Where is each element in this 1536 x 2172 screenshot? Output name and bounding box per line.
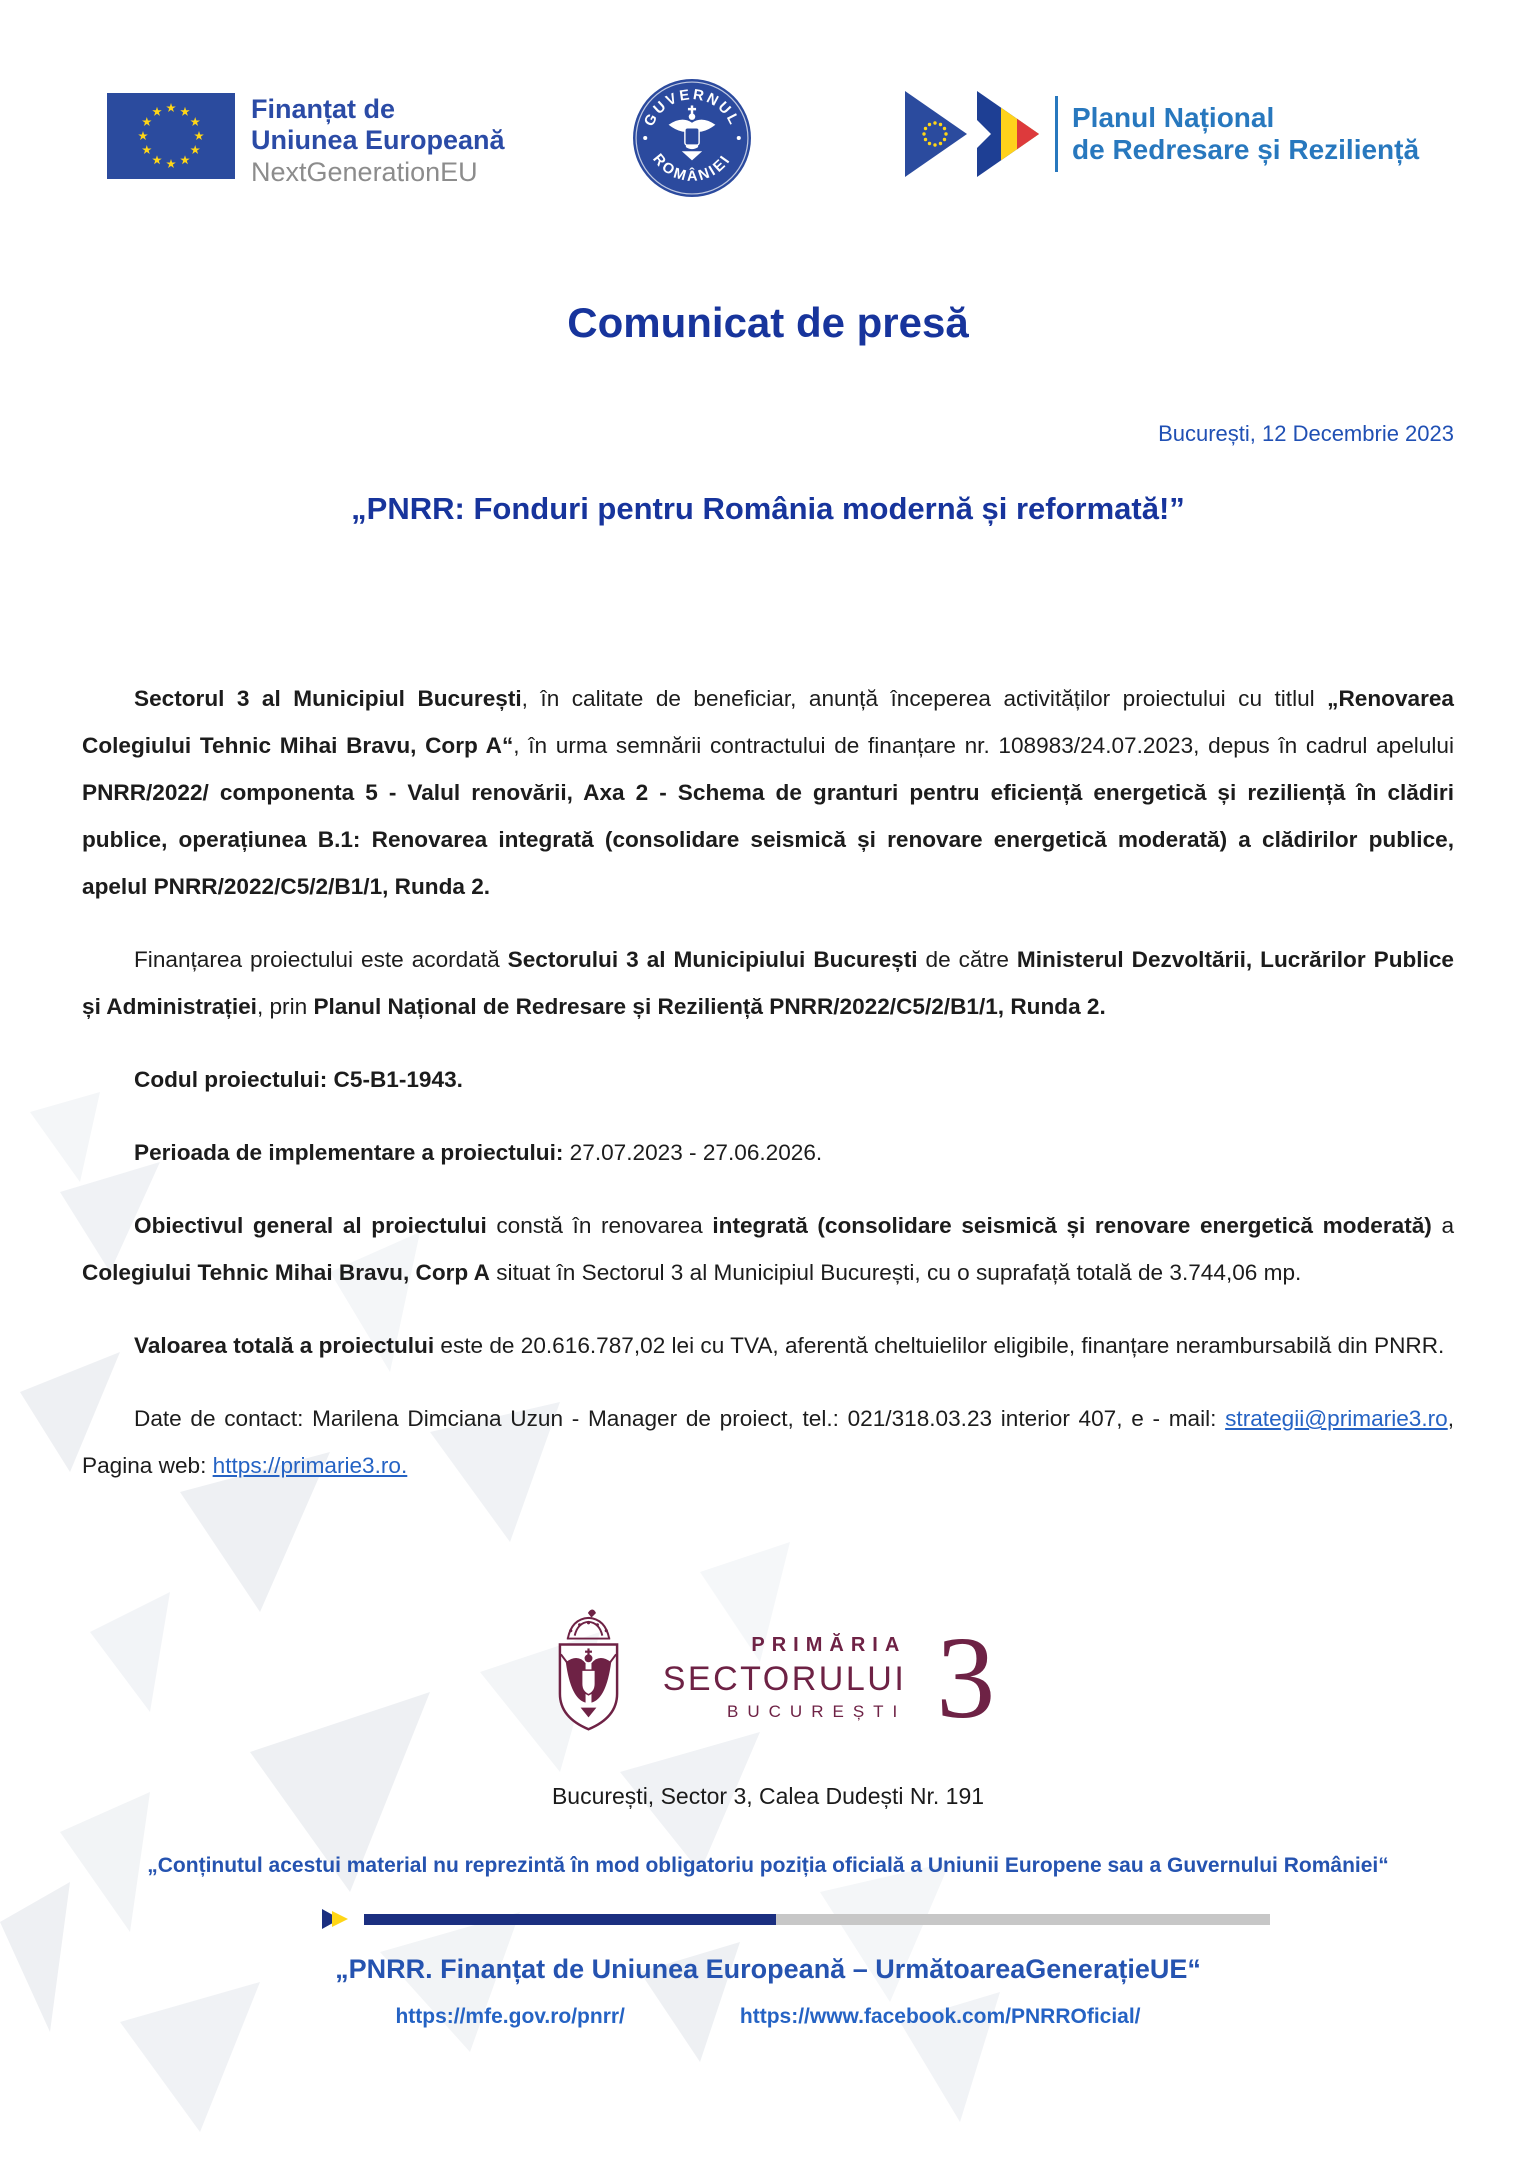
body-paragraph <box>82 675 1454 910</box>
bar-gray-segment <box>776 1914 1270 1925</box>
text-run: 27.07.2023 - 27.06.2026. <box>563 1140 823 1165</box>
primaria-line2: SECTORULUI <box>662 1660 907 1698</box>
text-run: „Renovarea Colegiului Tehnic Mihai Bravu, Corp A“ <box>82 686 1454 758</box>
email-link[interactable]: strategii@primarie3.ro <box>1225 1406 1448 1431</box>
document-body <box>82 675 1454 1489</box>
eu-flag-icon <box>107 92 235 180</box>
svg-text:ROMÂNIEI: ROMÂNIEI <box>649 151 735 185</box>
government-of-romania-seal-icon <box>632 78 752 198</box>
text-run: , Pagina web: <box>82 1406 1454 1478</box>
bar-navy-segment <box>364 1914 776 1925</box>
pnrr-logo <box>905 90 1419 178</box>
disclaimer-text: „Conținutul acestui material nu reprezintă în mod obligatoriu poziția oficială a Uniunii Europene sau a Guvernului României“ <box>147 1854 1389 1877</box>
primaria-number-3: 3 <box>936 1612 996 1743</box>
svg-text:GUVERNUL: GUVERNUL <box>641 87 743 130</box>
primaria-sector3-logo <box>0 1609 1536 1747</box>
pnrr-logo-line2: de Redresare și Reziliență <box>1072 134 1420 165</box>
sector3-coat-of-arms-icon <box>541 1609 637 1747</box>
text-run: integrată (consolidare seismică și renovare energetică moderată) <box>712 1213 1432 1238</box>
text-run: Finanțarea proiectului este acordată <box>134 947 508 972</box>
eu-logo-line2: Uniunea Europeană <box>251 125 505 155</box>
text-run: de către <box>917 947 1017 972</box>
document-subtitle: „PNRR: Fonduri pentru România modernă și reformată!” <box>351 491 1185 526</box>
body-paragraph <box>82 1056 1454 1103</box>
body-paragraph <box>82 1395 1454 1489</box>
body-paragraph <box>82 1202 1454 1296</box>
page-title: Comunicat de presă <box>567 299 969 346</box>
logo-header <box>0 0 1536 195</box>
primaria-line1: PRIMĂRIA <box>751 1634 907 1656</box>
text-run: Perioada de implementare a proiectului: <box>134 1140 564 1165</box>
text-run: Sectorului 3 al Municipiului București <box>507 947 918 972</box>
facebook-link[interactable]: https://www.facebook.com/PNRROficial/ <box>739 2005 1141 2028</box>
text-run: Planul Național de Redresare și Reziliență PNRR/2022/C5/2/B1/1, Runda 2. <box>313 994 1106 1019</box>
text-run: , în calitate de beneficiar, anunță începerea activităților proiectului cu titlul <box>521 686 1328 711</box>
text-run: Sectorul 3 al Municipiul București <box>134 686 522 711</box>
pnrr-logo-line1: Planul Național <box>1072 102 1275 133</box>
text-run: a <box>1431 1213 1455 1238</box>
text-run: constă în renovarea <box>486 1213 713 1238</box>
text-run: Colegiului Tehnic Mihai Bravu, Corp A <box>82 1260 490 1285</box>
text-run: Obiectivul general al proiectului <box>134 1213 487 1238</box>
text-run: situat în Sectorul 3 al Municipiul București, cu o suprafață totală de 3.744,06 mp. <box>489 1260 1302 1285</box>
address-line: București, Sector 3, Calea Dudești Nr. 191 <box>551 1783 985 1809</box>
footer-links <box>0 2005 1536 2029</box>
text-run: Date de contact: Marilena Dimciana Uzun - Manager de proiect, tel.: 021/318.03.23 interior 407, e - mail: <box>134 1406 1226 1431</box>
pnrr-tagline: „PNRR. Finanțat de Uniunea Europeană – UrmătoareaGenerațieUE“ <box>335 1954 1201 1984</box>
text-run: este de 20.616.787,02 lei cu TVA, aferentă cheltuielilor eligibile, finanțare nerambursabilă din PNRR. <box>434 1333 1445 1358</box>
pnrr-triangles-icon <box>905 90 1060 178</box>
body-paragraph <box>82 1322 1454 1369</box>
mfe-link[interactable]: https://mfe.gov.ro/pnrr/ <box>395 2005 625 2028</box>
text-run: Codul proiectului: C5-B1-1943. <box>134 1067 463 1092</box>
chevron-arrows-icon <box>320 1906 364 1932</box>
text-run: PNRR/2022/ componenta 5 - Valul renovării, Axa 2 - Schema de granturi pentru eficiență energetică și reziliență în clădiri publice, operațiunea B.1: Renovarea integrată (consolidare seismică și renovare energetică moderată) a clădirilor publice, apelul PNRR/2022/C5/2/B1/1, Runda 2. <box>82 780 1454 899</box>
website-link[interactable]: https://primarie3.ro. <box>212 1453 408 1478</box>
body-paragraph <box>82 936 1454 1030</box>
text-run: , prin <box>256 994 314 1019</box>
dateline: București, 12 Decembrie 2023 <box>1158 421 1454 446</box>
text-run: Valoarea totală a proiectului <box>134 1333 435 1358</box>
eu-logo-line1: Finanțat de <box>251 94 396 124</box>
text-run: , în urma semnării contractului de finanțare nr. 108983/24.07.2023, depus în cadrul apelului <box>513 733 1454 758</box>
eu-logo-line3: NextGenerationEU <box>251 157 478 187</box>
body-paragraph <box>82 1129 1454 1176</box>
pnrr-progress-bar <box>320 1906 1270 1932</box>
text-run: Ministerul Dezvoltării, Lucrărilor Publice și Administrației <box>82 947 1454 1019</box>
eu-funded-logo <box>107 92 505 189</box>
primaria-line3: BUCUREȘTI <box>727 1702 907 1721</box>
